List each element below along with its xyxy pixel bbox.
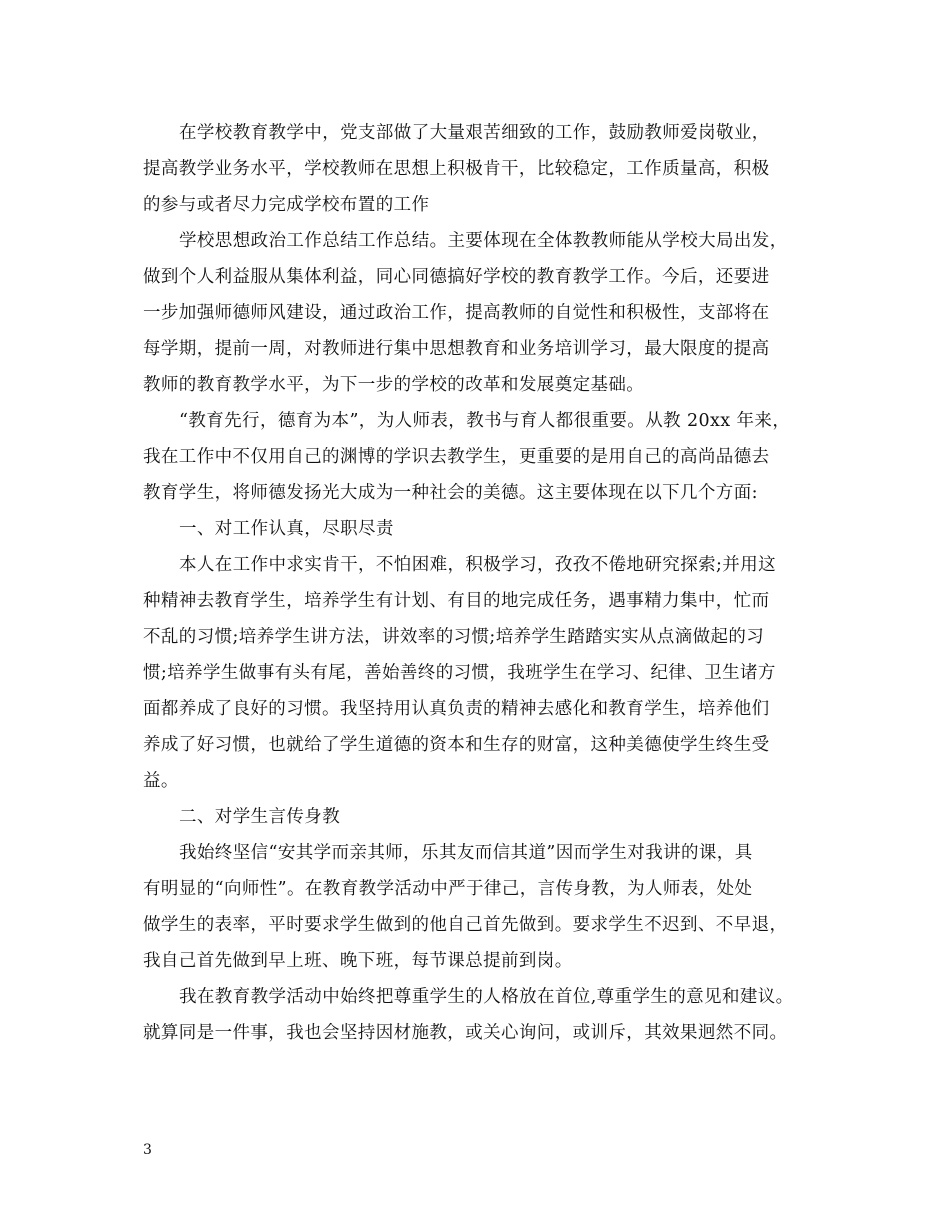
text-line: 养成了好习惯，也就给了学生道德的资本和生存的财富，这种美德使学生终生受 [143,735,770,755]
page-number: 3 [143,1142,152,1158]
text-line: 我在教育教学活动中始终把尊重学生的人格放在首位,尊重学生的意见和建议。 [179,987,794,1007]
text-line: 不乱的习惯;培养学生讲方法，讲效率的习惯;培养学生踏踏实实从点滴做起的习 [143,627,765,647]
text-line: 每学期，提前一周，对教师进行集中思想教育和业务培训学习，最大限度的提高 [143,339,770,359]
text-line: 做学生的表率，平时要求学生做到的他自己首先做到。要求学生不迟到、不早退， [143,915,788,935]
text-line: 益。 [143,771,179,791]
text-line: 教育学生，将师德发扬光大成为一种社会的美德。这主要体现在以下几个方面: [143,483,758,503]
text-line: 惯;培养学生做事有头有尾，善始善终的习惯，我班学生在学习、纪律、卫生诸方 [143,663,776,683]
text-line: 教师的教育教学水平，为下一步的学校的改革和发展奠定基础。 [143,375,645,395]
text-line: 我始终坚信“安其学而亲其师，乐其友而信其道”因而学生对我讲的课，具 [179,843,753,863]
text-line: 就算同是一件事，我也会坚持因材施教，或关心询问，或训斥，其效果迥然不同。 [143,1023,788,1043]
text-line: 我在工作中不仅用自己的渊博的学识去教学生，更重要的是用自己的高尚品德去 [143,447,770,467]
text-line: 一步加强师德师风建设，通过政治工作，提高教师的自觉性和积极性，支部将在 [143,303,770,323]
text-line: 面都养成了良好的习惯。我坚持用认真负责的精神去感化和教育学生，培养他们 [143,699,770,719]
text-line: 的参与或者尽力完成学校布置的工作 [143,195,430,215]
section-heading: 一、对工作认真，尽职尽责 [179,519,394,539]
text-line: 提高教学业务水平，学校教师在思想上积极肯干，比较稳定，工作质量高，积极 [143,159,770,179]
text-line: 在学校教育教学中，党支部做了大量艰苦细致的工作，鼓励教师爱岗敬业， [179,123,770,143]
section-heading: 二、对学生言传身教 [179,807,341,827]
text-line: 我自己首先做到早上班、晚下班，每节课总提前到岗。 [143,951,573,971]
text-line: 本人在工作中求实肯干，不怕困难，积极学习，孜孜不倦地研究探索;并用这 [179,555,776,575]
text-line: 有明显的“向师性”。在教育教学活动中严于律己，言传身教，为人师表，处处 [143,879,753,899]
text-line: “教育先行，德育为本”，为人师表，教书与育人都很重要。从教 20xx 年来， [179,411,791,431]
text-line: 种精神去教育学生，培养学生有计划、有目的地完成任务，遇事精力集中，忙而 [143,591,770,611]
text-line: 做到个人利益服从集体利益，同心同德搞好学校的教育教学工作。今后，还要进 [143,267,770,287]
text-line: 学校思想政治工作总结工作总结。主要体现在全体教教师能从学校大局出发， [179,231,788,251]
